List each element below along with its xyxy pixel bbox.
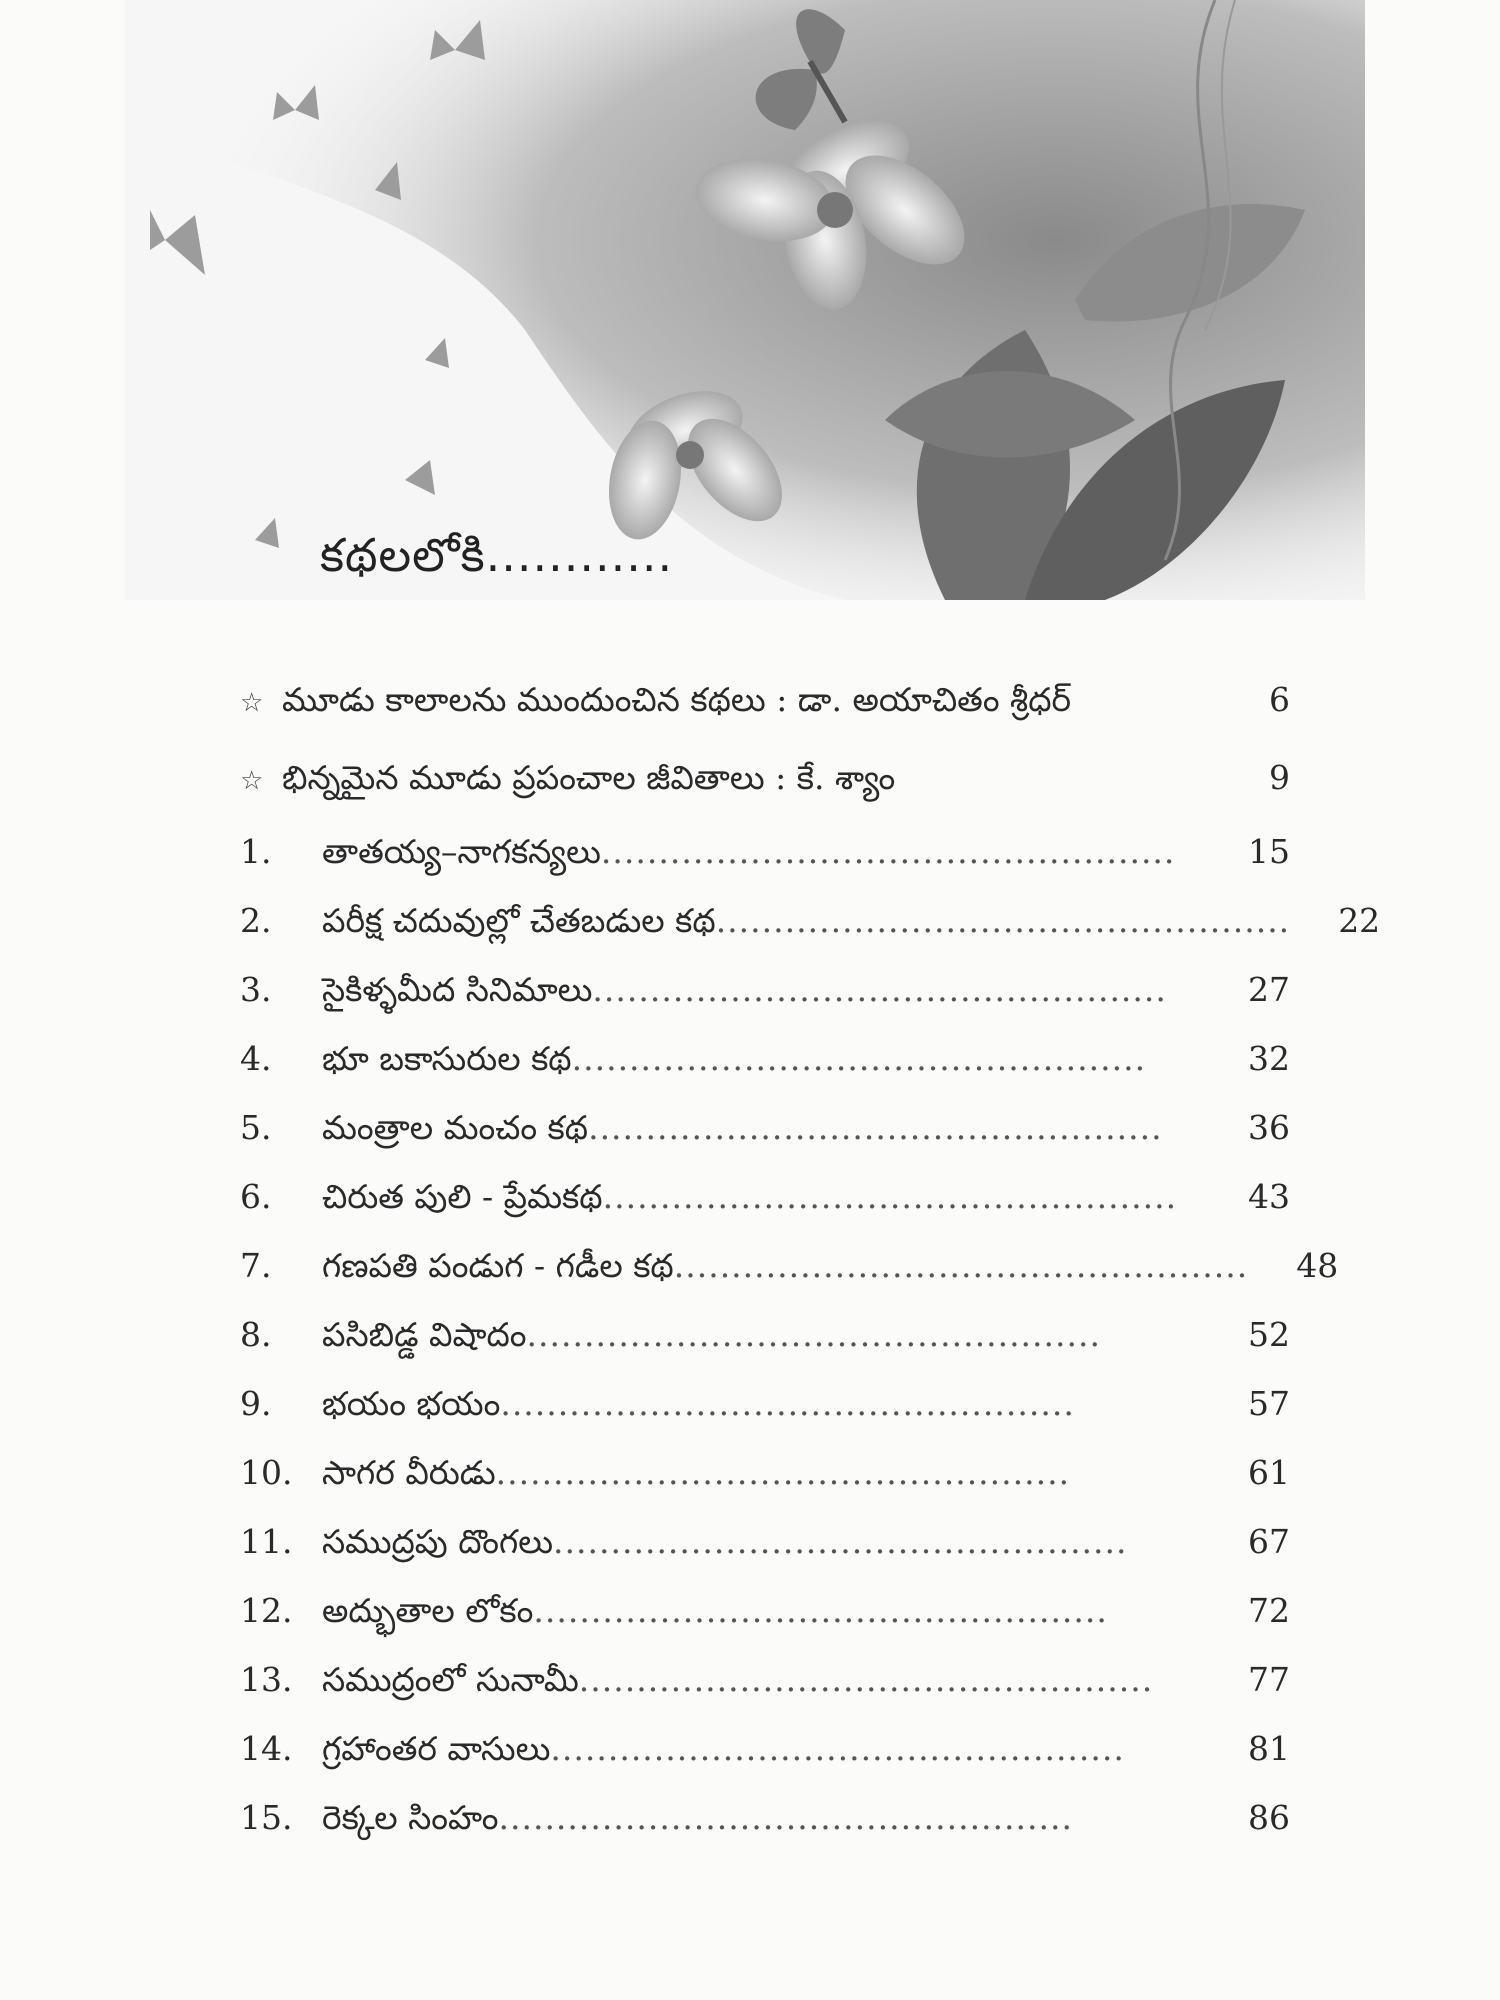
entry-title: అద్భుతాల లోకం: [322, 1591, 534, 1630]
page-number: 6: [1269, 680, 1290, 719]
leader-dots: ..................................................: [600, 832, 1176, 871]
page-number: 57: [1248, 1384, 1290, 1423]
entry-title: సైకిళ్ళమీద సినిమాలు: [322, 970, 593, 1009]
page-number: 22: [1338, 901, 1381, 940]
leader-dots: ..................................................: [500, 1384, 1075, 1423]
leader-dots: ..................................................: [571, 1039, 1147, 1078]
toc-entry: [240, 1660, 1290, 1729]
page-number: 32: [1248, 1039, 1290, 1078]
entry-title-line: [322, 1729, 1200, 1769]
page-number: 72: [1248, 1591, 1290, 1630]
entry-title: చిరుత పులి - ప్రేమకథ: [322, 1177, 603, 1216]
entry-title-line: [322, 901, 1290, 941]
page-number: 81: [1248, 1729, 1290, 1768]
entry-title: పరీక్ష చదువుల్లో చేతబడుల కథ: [322, 901, 716, 940]
toc-entry: [240, 970, 1290, 1039]
entry-title: మంత్రాల మంచం కథ: [322, 1108, 589, 1147]
leader-dots: ..................................................: [550, 1729, 1125, 1768]
toc-entry: [240, 901, 1381, 970]
entry-number: 12.: [240, 1591, 293, 1630]
entry-title: భయం భయం: [322, 1384, 501, 1423]
leader-dots: ..................................................: [495, 1453, 1071, 1492]
leader-dots: ..................................................: [715, 901, 1291, 940]
star-icon: ☆: [240, 766, 264, 796]
entry-title-line: [322, 1315, 1200, 1355]
leader-dots: ..................................................: [553, 1522, 1128, 1561]
preface-row: [240, 680, 1290, 758]
entry-title-line: [322, 970, 1200, 1010]
entry-number: 13.: [240, 1660, 293, 1699]
leader-dots: ..................................................: [578, 1660, 1154, 1699]
entry-title-line: [322, 1039, 1200, 1079]
entry-number: 5.: [240, 1108, 272, 1147]
entry-title-line: [322, 1177, 1200, 1217]
leader-dots: ..................................................: [673, 1246, 1249, 1285]
entry-title: రెక్కల సింహం: [322, 1798, 499, 1837]
toc-entry: [240, 1177, 1290, 1246]
toc-entry: [240, 1039, 1290, 1108]
page-number: 48: [1296, 1246, 1339, 1285]
entry-number: 9.: [240, 1384, 272, 1423]
entry-number: 3.: [240, 970, 272, 1009]
entry-title: గణపతి పండుగ - గడీల కథ: [322, 1246, 674, 1285]
toc-entry: [240, 1315, 1290, 1384]
entry-title: సముద్రంలో సునామీ: [322, 1660, 579, 1699]
entry-title: తాతయ్య–నాగకన్యలు: [322, 832, 601, 871]
leader-dots: ..................................................: [602, 1177, 1178, 1216]
entry-title-line: [322, 1453, 1200, 1493]
leader-dots: ..................................................: [526, 1315, 1101, 1354]
leader-dots: ..................................................: [588, 1108, 1163, 1147]
toc-entry: [240, 1729, 1290, 1798]
page-number: 77: [1248, 1660, 1290, 1699]
entry-number: 8.: [240, 1315, 272, 1354]
entry-number: 6.: [240, 1177, 272, 1216]
entry-number: 2.: [240, 901, 272, 940]
leader-dots: ..................................................: [533, 1591, 1108, 1630]
page-number: 15: [1248, 832, 1290, 871]
entry-title-line: [322, 832, 1200, 872]
entry-number: 10.: [240, 1453, 293, 1492]
entry-number: 7.: [240, 1246, 272, 1285]
toc-entry: [240, 1591, 1290, 1660]
page-title: కథలలోకి............: [320, 528, 674, 582]
page-number: 36: [1248, 1108, 1290, 1147]
page-number: 86: [1248, 1798, 1290, 1837]
entry-title-line: [322, 1522, 1200, 1562]
page-number: 52: [1248, 1315, 1290, 1354]
entry-title-line: [322, 1660, 1200, 1700]
entry-title-line: [322, 1384, 1200, 1424]
page-number: 67: [1248, 1522, 1290, 1561]
entry-number: 4.: [240, 1039, 272, 1078]
entry-title-line: [322, 1591, 1200, 1631]
entry-number: 11.: [240, 1522, 293, 1561]
entry-title: సాగర వీరుడు: [322, 1453, 496, 1492]
star-icon: ☆: [240, 688, 264, 718]
entry-title-line: [322, 1798, 1200, 1838]
entry-title: పసిబిడ్డ విషాదం: [322, 1315, 527, 1354]
entry-title: భూ బకాసురుల కథ: [322, 1039, 572, 1078]
preface-title: భిన్నమైన మూడు ప్రపంచాల జీవితాలు : కే. శ్యాం: [282, 758, 896, 797]
entry-title: గ్రహాంతర వాసులు: [322, 1729, 551, 1768]
toc-entry: [240, 832, 1290, 901]
toc-entry: [240, 1246, 1339, 1315]
page-number: 43: [1248, 1177, 1290, 1216]
toc-entry: [240, 1798, 1290, 1867]
entry-title-line: [322, 1246, 1248, 1286]
floral-banner-image: [125, 0, 1365, 600]
entry-number: 15.: [240, 1798, 293, 1837]
toc-entry: [240, 1384, 1290, 1453]
table-of-contents: [240, 680, 1381, 1867]
toc-entry: [240, 1108, 1290, 1177]
entry-number: 14.: [240, 1729, 293, 1768]
leader-dots: ..................................................: [498, 1798, 1073, 1837]
page-number: 61: [1248, 1453, 1290, 1492]
toc-entry: [240, 1522, 1290, 1591]
preface-title: మూడు కాలాలను ముందుంచిన కథలు : డా. అయాచితం శ్రీధర్: [282, 680, 1072, 719]
entry-number: 1.: [240, 832, 272, 871]
toc-entry: [240, 1453, 1290, 1522]
page-number: 27: [1248, 970, 1290, 1009]
entry-title-line: [322, 1108, 1200, 1148]
entry-title: సముద్రపు దొంగలు: [322, 1522, 554, 1561]
leader-dots: ..................................................: [592, 970, 1167, 1009]
page-number: 9: [1269, 758, 1290, 797]
preface-row: [240, 758, 1290, 832]
